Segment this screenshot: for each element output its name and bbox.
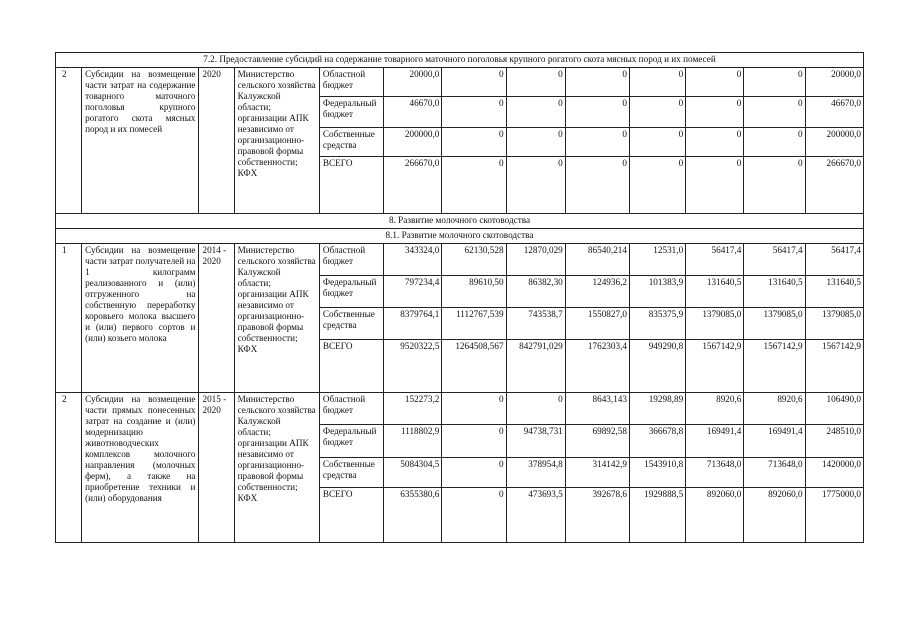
item-name: Субсидии на возмещение части затрат получателей на 1 килограмм реализованного и (или) отгруженного на собственную переработку коровьего молока высшего и (или) первого сортов и (или) козьего молока [82,244,199,393]
value-cell: 89610,50 [442,276,506,308]
funding-source: ВСЕГО [319,157,383,214]
value-cell: 743538,7 [506,308,565,340]
budget-table [55,52,864,543]
value-cell: 892060,0 [744,488,805,543]
value-cell: 56417,4 [805,244,863,276]
funding-source: Собственные средства [319,128,383,157]
value-cell: 1929888,5 [629,488,685,543]
value-cell: 0 [442,458,506,488]
funding-source: Федеральный бюджет [319,276,383,308]
value-cell: 266670,0 [384,157,442,214]
value-cell: 0 [442,488,506,543]
value-cell: 0 [565,128,629,157]
funding-source: Собственные средства [319,308,383,340]
value-cell: 314142,9 [565,458,629,488]
value-cell: 8920,6 [686,393,744,425]
value-cell: 169491,4 [744,425,805,458]
value-cell: 20000,0 [805,68,863,97]
value-cell: 392678,6 [565,488,629,543]
value-cell: 69892,58 [565,425,629,458]
item-number: 2 [56,393,82,543]
value-cell: 0 [442,68,506,97]
value-cell: 0 [565,68,629,97]
value-cell: 131640,5 [744,276,805,308]
value-cell: 20000,0 [384,68,442,97]
value-cell: 56417,4 [686,244,744,276]
item-years: 2020 [199,68,234,214]
value-cell: 1567142,9 [686,340,744,393]
value-cell: 124936,2 [565,276,629,308]
value-cell: 169491,4 [686,425,744,458]
value-cell: 892060,0 [686,488,744,543]
value-cell: 949290,8 [629,340,685,393]
item-executor: Министерство сельского хозяйства Калужской области; организации АПК независимо от организационно-правовой формы собственности; КФХ [234,393,319,543]
section-header-row [56,53,864,68]
value-cell: 12870,029 [506,244,565,276]
value-cell: 86540,214 [565,244,629,276]
value-cell: 8379764,1 [384,308,442,340]
value-cell: 0 [565,97,629,128]
value-cell: 0 [744,128,805,157]
value-cell: 1379085,0 [805,308,863,340]
item-executor: Министерство сельского хозяйства Калужской области; организации АПК независимо от организационно-правовой формы собственности; КФХ [234,244,319,393]
value-cell: 835375,9 [629,308,685,340]
funding-source: ВСЕГО [319,340,383,393]
value-cell: 0 [442,128,506,157]
funding-source: Федеральный бюджет [319,97,383,128]
value-cell: 713648,0 [744,458,805,488]
value-cell: 0 [744,68,805,97]
value-cell: 1112767,539 [442,308,506,340]
value-cell: 0 [506,157,565,214]
value-cell: 1420000,0 [805,458,863,488]
table-row [56,244,864,276]
value-cell: 101383,9 [629,276,685,308]
value-cell: 0 [442,157,506,214]
section-header: 7.2. Предоставление субсидий на содержание товарного маточного поголовья крупного рогатого скота мясных пород и их помесей [56,53,864,68]
table-row [56,393,864,425]
value-cell: 1264508,567 [442,340,506,393]
section-header-row [56,214,864,229]
item-name: Субсидии на возмещение части прямых понесенных затрат на создание и (или) модернизацию животноводческих комплексов молочного направления (молочных ферм), а также на приобретение техники и (или) оборудования [82,393,199,543]
item-number: 1 [56,244,82,393]
value-cell: 0 [744,157,805,214]
section-header: 8. Развитие молочного скотоводства [56,214,864,229]
value-cell: 12531,0 [629,244,685,276]
value-cell: 0 [506,393,565,425]
value-cell: 56417,4 [744,244,805,276]
value-cell: 86382,30 [506,276,565,308]
value-cell: 94738,731 [506,425,565,458]
value-cell: 0 [629,97,685,128]
funding-source: Областной бюджет [319,393,383,425]
value-cell: 0 [442,425,506,458]
value-cell: 266670,0 [805,157,863,214]
value-cell: 1762303,4 [565,340,629,393]
value-cell: 200000,0 [805,128,863,157]
value-cell: 0 [629,68,685,97]
value-cell: 248510,0 [805,425,863,458]
item-number: 2 [56,68,82,214]
value-cell: 62130,528 [442,244,506,276]
item-years: 2014 - 2020 [199,244,234,393]
value-cell: 713648,0 [686,458,744,488]
value-cell: 366678,8 [629,425,685,458]
value-cell: 0 [506,68,565,97]
value-cell: 19298,89 [629,393,685,425]
value-cell: 0 [629,128,685,157]
value-cell: 0 [442,393,506,425]
value-cell: 343324,0 [384,244,442,276]
funding-source: Федеральный бюджет [319,425,383,458]
value-cell: 0 [506,128,565,157]
value-cell: 200000,0 [384,128,442,157]
value-cell: 0 [442,97,506,128]
value-cell: 0 [686,68,744,97]
item-executor: Министерство сельского хозяйства Калужской области; организации АПК независимо от организационно-правовой формы собственности; КФХ [234,68,319,214]
value-cell: 1379085,0 [744,308,805,340]
value-cell: 5084304,5 [384,458,442,488]
value-cell: 378954,8 [506,458,565,488]
value-cell: 473693,5 [506,488,565,543]
value-cell: 131640,5 [686,276,744,308]
value-cell: 0 [686,128,744,157]
table-row [56,68,864,97]
funding-source: Областной бюджет [319,68,383,97]
value-cell: 1567142,9 [805,340,863,393]
value-cell: 0 [686,97,744,128]
value-cell: 9520322,5 [384,340,442,393]
value-cell: 1567142,9 [744,340,805,393]
value-cell: 6355380,6 [384,488,442,543]
value-cell: 152273,2 [384,393,442,425]
value-cell: 1543910,8 [629,458,685,488]
value-cell: 8920,6 [744,393,805,425]
funding-source: Областной бюджет [319,244,383,276]
funding-source: Собственные средства [319,458,383,488]
value-cell: 0 [686,157,744,214]
value-cell: 1775000,0 [805,488,863,543]
value-cell: 1550827,0 [565,308,629,340]
value-cell: 46670,0 [805,97,863,128]
value-cell: 106490,0 [805,393,863,425]
value-cell: 0 [744,97,805,128]
value-cell: 0 [629,157,685,214]
value-cell: 1379085,0 [686,308,744,340]
value-cell: 797234,4 [384,276,442,308]
item-years: 2015 - 2020 [199,393,234,543]
value-cell: 46670,0 [384,97,442,128]
section-header-row [56,229,864,244]
value-cell: 842791,029 [506,340,565,393]
value-cell: 8643,143 [565,393,629,425]
value-cell: 0 [565,157,629,214]
value-cell: 1118802,9 [384,425,442,458]
section-header: 8.1. Развитие молочного скотоводства [56,229,864,244]
value-cell: 131640,5 [805,276,863,308]
funding-source: ВСЕГО [319,488,383,543]
item-name: Субсидии на возмещение части затрат на содержание товарного маточного поголовья крупного рогатого скота мясных пород и их помесей [82,68,199,214]
value-cell: 0 [506,97,565,128]
